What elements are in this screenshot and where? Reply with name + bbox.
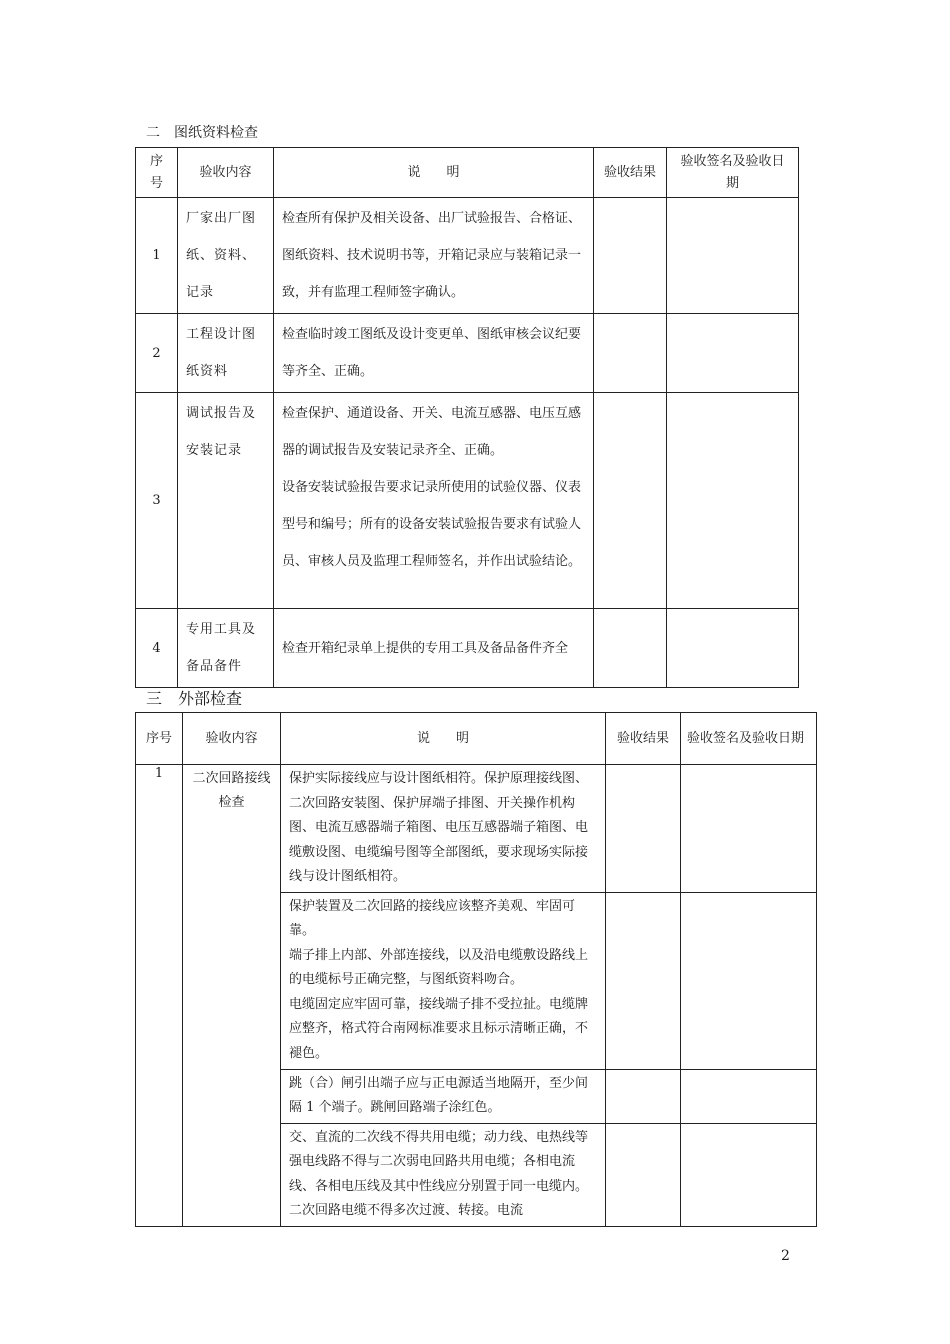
header-seq: 序号 <box>136 148 178 198</box>
result-cell[interactable] <box>594 198 667 314</box>
group-seq: 1 <box>136 765 183 1227</box>
table-row <box>136 393 799 609</box>
row-desc-para: 检查保护、通道设备、开关、电流互感器、电压互感器的调试报告及安装记录齐全、正确。 <box>282 406 582 458</box>
sign-cell[interactable] <box>667 609 799 688</box>
sign-cell[interactable] <box>681 892 817 1069</box>
row-item: 厂家出厂图纸、资料、记录 <box>178 198 274 314</box>
table-row <box>136 314 799 393</box>
header-seq: 序号 <box>136 713 183 765</box>
row-desc: 检查所有保护及相关设备、出厂试验报告、合格证、图纸资料、技术说明书等，开箱记录应与装箱记录一致，并有监理工程师签字确认。 <box>274 198 594 314</box>
table-header-row <box>136 148 799 198</box>
table-row <box>136 198 799 314</box>
table-row <box>136 765 817 893</box>
row-desc-para: 设备安装试验报告要求记录所使用的试验仪器、仪表型号和编号；所有的设备安装试验报告要求有试验人员、审核人员及监理工程师签名，并作出试验结论。 <box>282 480 582 569</box>
header-item: 验收内容 <box>183 713 281 765</box>
row-item: 工程设计图纸资料 <box>178 314 274 393</box>
drawings-check-table <box>135 147 799 688</box>
row-desc <box>274 393 594 609</box>
row-item: 调试报告及安装记录 <box>178 393 274 609</box>
row-desc-para: 电缆固定应牢固可靠，接线端子排不受拉扯。电缆牌应整齐，格式符合南网标准要求且标示清晰正确，不褪色。 <box>289 996 589 1061</box>
row-seq: 4 <box>136 609 178 688</box>
sign-cell[interactable] <box>681 765 817 893</box>
result-cell[interactable] <box>594 609 667 688</box>
page-number: 2 <box>781 1248 790 1264</box>
row-desc-para: 端子排上内部、外部连接线，以及沿电缆敷设路线上的电缆标号正确完整，与图纸资料吻合。 <box>289 947 589 988</box>
result-cell[interactable] <box>606 1123 681 1226</box>
row-desc <box>281 892 606 1069</box>
row-seq: 1 <box>136 198 178 314</box>
row-desc-para: 保护装置及二次回路的接线应该整齐美观、牢固可靠。 <box>289 898 576 939</box>
row-desc <box>281 1069 606 1123</box>
header-sign: 验收签名及验收日期 <box>681 713 817 765</box>
result-cell[interactable] <box>594 393 667 609</box>
group-item: 二次回路接线检查 <box>183 765 281 1227</box>
result-cell[interactable] <box>606 1069 681 1123</box>
row-desc <box>281 765 606 893</box>
result-cell[interactable] <box>594 314 667 393</box>
row-desc-para: 跳（合）闸引出端子应与正电源适当地隔开，至少间隔 1 个端子。跳闸回路端子涂红色。 <box>289 1075 589 1115</box>
section-title-external: 三 外部检查 <box>146 689 243 708</box>
result-cell[interactable] <box>606 765 681 893</box>
sign-cell[interactable] <box>681 1069 817 1123</box>
row-desc <box>281 1123 606 1226</box>
table-header-row <box>136 713 817 765</box>
header-desc: 说 明 <box>281 713 606 765</box>
row-desc: 检查开箱纪录单上提供的专用工具及备品备件齐全 <box>274 609 594 688</box>
row-seq: 2 <box>136 314 178 393</box>
external-check-table <box>135 712 817 1227</box>
section-title-drawings: 二 图纸资料检查 <box>146 125 258 141</box>
header-sign: 验收签名及验收日期 <box>667 148 799 198</box>
sign-cell[interactable] <box>667 393 799 609</box>
row-seq: 3 <box>136 393 178 609</box>
result-cell[interactable] <box>606 892 681 1069</box>
row-item: 专用工具及备品备件 <box>178 609 274 688</box>
header-result: 验收结果 <box>606 713 681 765</box>
table-row <box>136 609 799 688</box>
header-desc: 说 明 <box>274 148 594 198</box>
sign-cell[interactable] <box>667 198 799 314</box>
row-desc: 检查临时竣工图纸及设计变更单、图纸审核会议纪要等齐全、正确。 <box>274 314 594 393</box>
sign-cell[interactable] <box>667 314 799 393</box>
sign-cell[interactable] <box>681 1123 817 1226</box>
header-item: 验收内容 <box>178 148 274 198</box>
row-desc-para: 保护实际接线应与设计图纸相符。保护原理接线图、二次回路安装图、保护屏端子排图、开关操作机构图、电流互感器端子箱图、电压互感器端子箱图、电缆敷设图、电缆编号图等全部图纸，要求现场实际接线与设计图纸相符。 <box>289 771 589 884</box>
header-result: 验收结果 <box>594 148 667 198</box>
row-desc-para: 交、直流的二次线不得共用电缆；动力线、电热线等强电线路不得与二次弱电回路共用电缆；各相电流线、各相电压线及其中性线应分别置于同一电缆内。二次回路电缆不得多次过渡、转接。电流 <box>289 1129 589 1218</box>
